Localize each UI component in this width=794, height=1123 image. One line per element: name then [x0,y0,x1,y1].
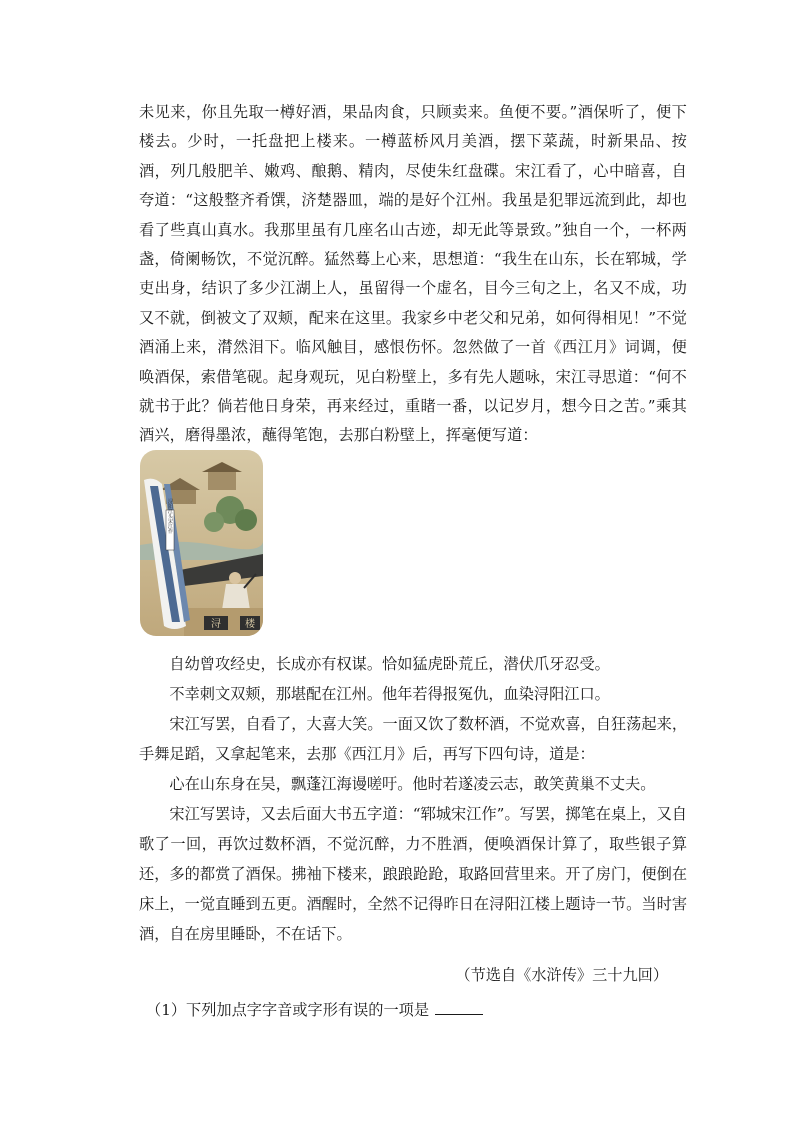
sign-right-text: 楼 [245,619,255,630]
passage-body [139,98,687,451]
sign-left-text: 浔 [211,619,221,630]
source-citation: （节选自《水浒传》三十九回） [455,966,668,984]
song-jiang-writing-poem-illustration [140,450,263,636]
passage-paragraph-3: 宋江写罢诗，又去后面大书五字道：“郓城宋江作”。写罢，掷笔在桌上，又自歌了一回，再饮过数杯酒，不觉沉醉，力不胜酒，便唤酒保计算了，取些银子算还，多的都赏了酒保。拂袖下楼来，踉踉跄跄，取路回营里来。开了房门，便倒在床上，一觉直睡到五更。酒醒时，全然不记得昨日在浔阳江楼上题诗一节。当时害酒，自在房里睡卧，不在话下。 [139,805,687,943]
poem-line-3: 心在山东身在吴，飘蓬江海谩嗟吁。他时若遂凌云志，敢笑黄巢不丈夫。 [169,775,656,793]
poem-line-1: 自幼曾攻经史，长成亦有权谋。恰如猛虎卧荒丘，潜伏爪牙忍受。 [169,655,610,673]
question-1 [146,997,483,1023]
question-1-text: （1）下列加点字字音或字形有误的一项是 [146,1001,430,1019]
answer-blank[interactable] [435,1000,483,1015]
passage-paragraph-2: 宋江写罢，自看了，大喜大笑。一面又饮了数杯酒，不觉欢喜，自狂荡起来，手舞足蹈，又拿起笔来，去那《西江月》后，再写下四句诗，道是： [139,715,687,763]
passage-paragraph-1: 未见来，你且先取一樽好酒，果品肉食，只顾卖来。鱼便不要。”酒保听了，便下楼去。少时，一托盘把上楼来。一樽蓝桥风月美酒，摆下菜蔬，时新果品、按酒，列几般肥羊、嫩鸡、酿鹅、精肉，尽使朱红盘碟。宋江看了，心中暗喜，自夸道：“这般整齐肴馔，济楚器皿，端的是好个江州。我虽是犯罪远流到此，却也看了些真山真水。我那里虽有几座名山古迹，却无此等景致。”独自一个，一杯两盏，倚阑畅饮，不觉沉醉。猛然蓦上心来，思想道：“我生在山东，长在郓城，学吏出身，结识了多少江湖上人，虽留得一个虚名，目今三旬之上，名又不成，功又不就，倒被文了双颊，配来在这里。我家乡中老父和兄弟，如何得相见！”不觉酒涌上来，潸然泪下。临风触目，感恨伤怀。忽然做了一首《西江月》词调，便唤酒保，索借笔砚。起身观玩，见白粉壁上，多有先人题咏，宋江寻思道：“何不就书于此？倘若他日身荣，再来经过，重睹一番，以记岁月，想今日之苦。”乘其酒兴，磨得墨浓，蘸得笔饱，去那白粉壁上，挥毫便写道： [139,103,687,445]
scroll-text: 浔阳江头宋江作 [167,498,173,534]
poem-section [139,649,687,949]
poem-line-2: 不幸刺文双颊，那堪配在江州。他年若得报冤仇，血染浔阳江口。 [169,685,610,703]
